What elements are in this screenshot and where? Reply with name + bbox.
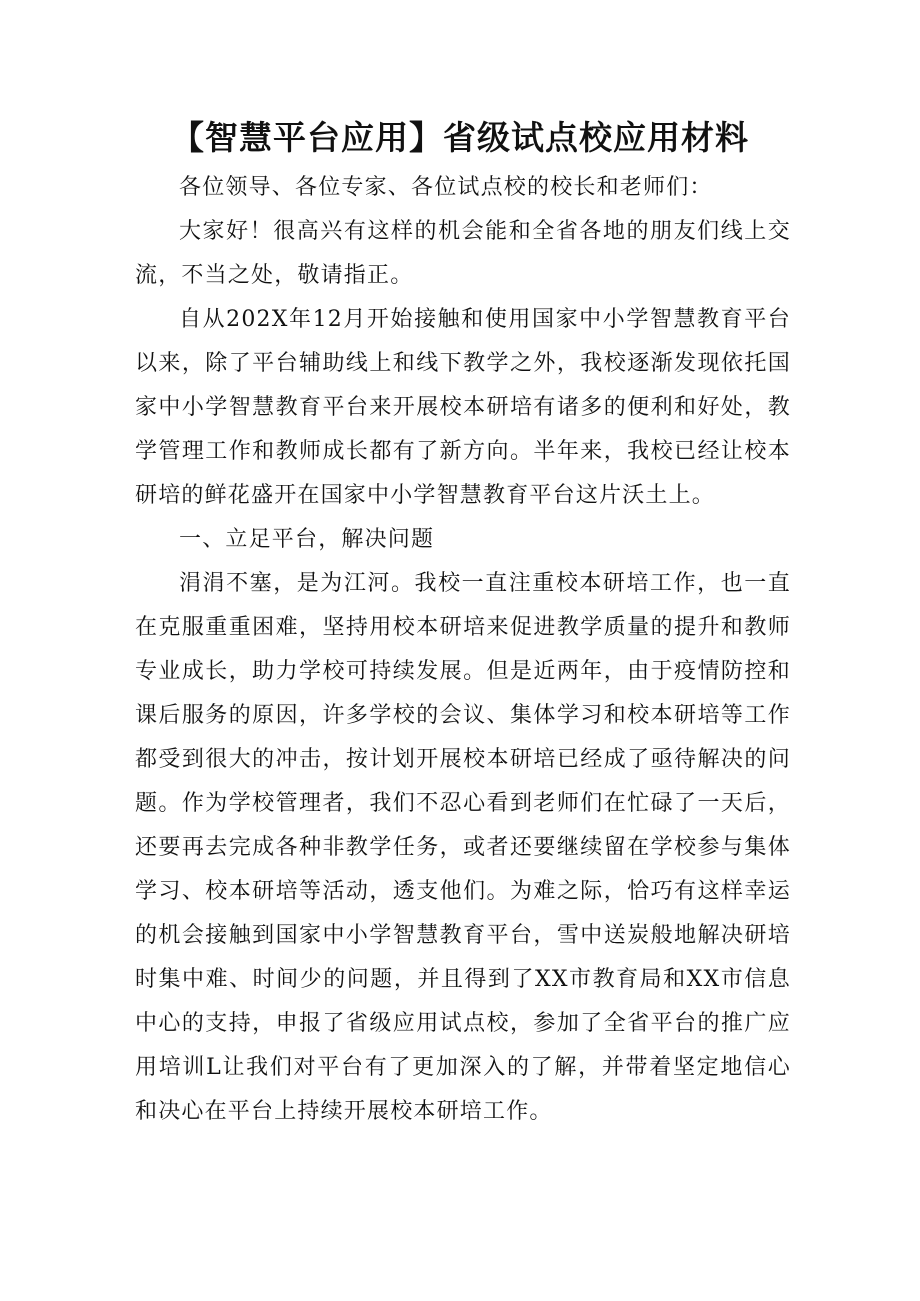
document-body [135, 166, 791, 1134]
section-heading: 一、立足平台，解决问题 [179, 527, 435, 552]
document-title: 【智慧平台应用】省级试点校应用材料 [171, 118, 749, 157]
section-paragraph: 涓涓不塞，是为江河。我校一直注重校本研培工作，也一直在克服重重困难，坚持用校本研培来促进教学质量的提升和教师专业成长，助力学校可持续发展。但是近两年，由于疫情防控和课后服务的原因，许多学校的会议、集体学习和校本研培等工作都受到很大的冲击，按计划开展校本研培已经成了亟待解决的问题。作为学校管理者，我们不忍心看到老师们在忙碌了一天后，还要再去完成各种非教学任务，或者还要继续留在学校参与集体学习、校本研培等活动，透支他们。为难之际，恰巧有这样幸运的机会接触到国家中小学智慧教育平台，雪中送炭般地解决研培时集中难、时间少的问题，并且得到了XX市教育局和XX市信息中心的支持，申报了省级应用试点校，参加了全省平台的推广应用培训L让我们对平台有了更加深入的了解，并带着坚定地信心和决心在平台上持续开展校本研培工作。 [135, 571, 791, 1124]
intro-paragraph: 自从202X年12月开始接触和使用国家中小学智慧教育平台以来，除了平台辅助线上和线下教学之外，我校逐渐发现依托国家中小学智慧教育平台来开展校本研培有诸多的便利和好处，教学管理工作和教师成长都有了新方向。半年来，我校已经让校本研培的鲜花盛开在国家中小学智慧教育平台这片沃土上。 [135, 307, 791, 508]
salutation-paragraph: 各位领导、各位专家、各位试点校的校长和老师们： [179, 175, 713, 200]
greeting-paragraph: 大家好！很高兴有这样的机会能和全省各地的朋友们线上交流，不当之处，敬请指正。 [135, 219, 791, 288]
